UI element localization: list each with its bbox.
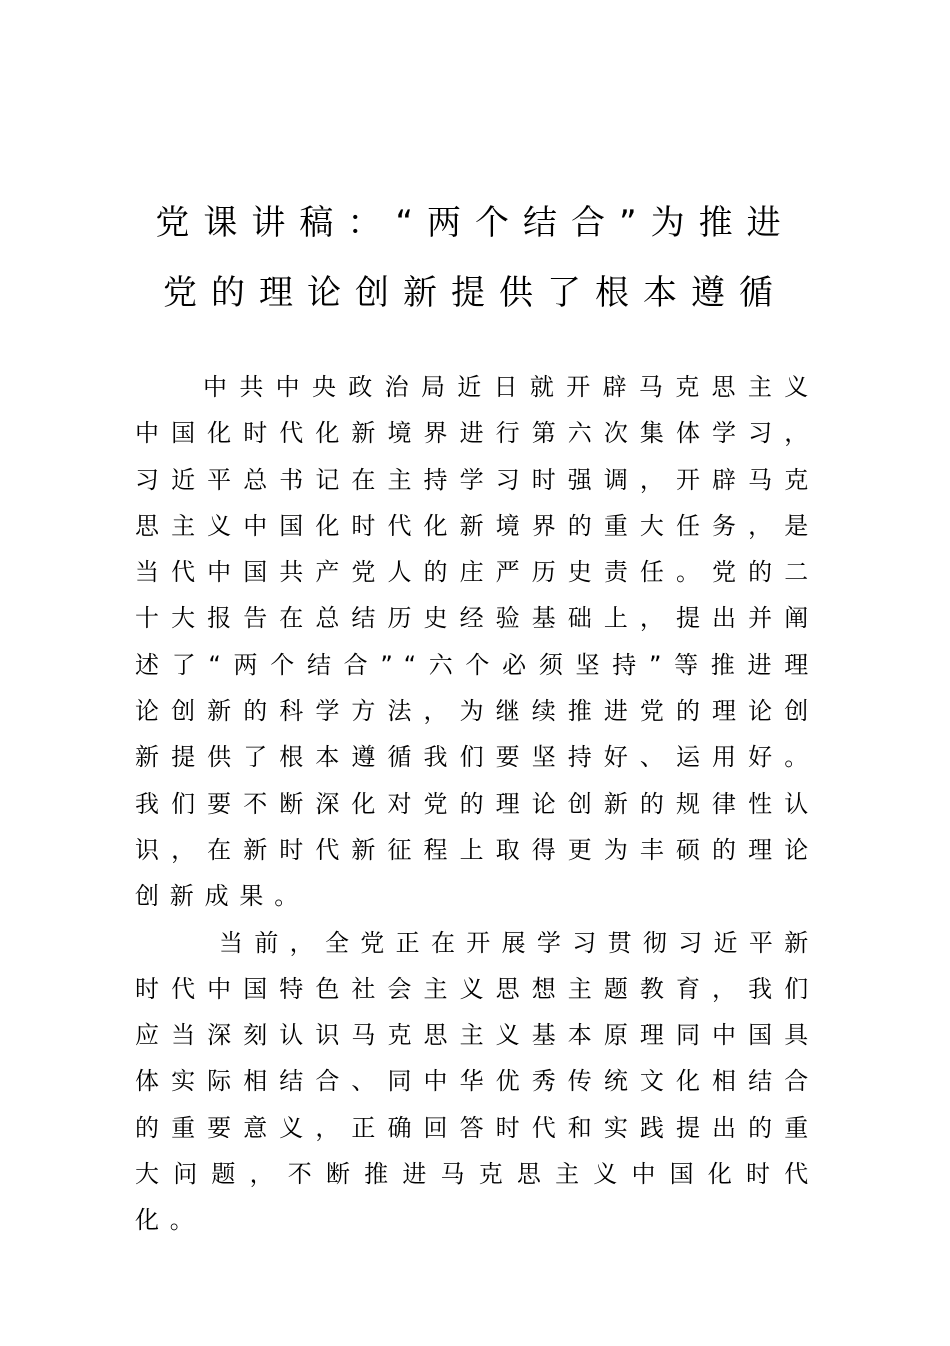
document-body — [135, 364, 819, 1244]
document-title — [100, 188, 850, 328]
paragraph-1: 中共中央政治局近日就开辟马克思主义中国化时代化新境界进行第六次集体学习，习近平总书记在主持学习时强调，开辟马克思主义中国化时代化新境界的重大任务，是当代中国共产党人的庄严历史责任。党的二十大报告在总结历史经验基础上，提出并阐述了“两个结合”“六个必须坚持”等推进理论创新的科学方法，为继续推进党的理论创新提供了根本遵循我们要坚持好、运用好。我们要不断深化对党的理论创新的规律性认识，在新时代新征程上取得更为丰硕的理论创新成果。 — [135, 373, 819, 911]
paragraph-2: 当前，全党正在开展学习贯彻习近平新时代中国特色社会主义思想主题教育，我们应当深刻认识马克思主义基本原理同中国具体实际相结合、同中华优秀传统文化相结合的重要意义，正确回答时代和实践提出的重大问题，不断推进马克思主义中国化时代化。 — [135, 928, 819, 1235]
title-line-2: 党的理论创新提供了根本遵循 — [163, 273, 787, 313]
title-line-1: 党课讲稿：“两个结合”为推进 — [155, 203, 795, 243]
